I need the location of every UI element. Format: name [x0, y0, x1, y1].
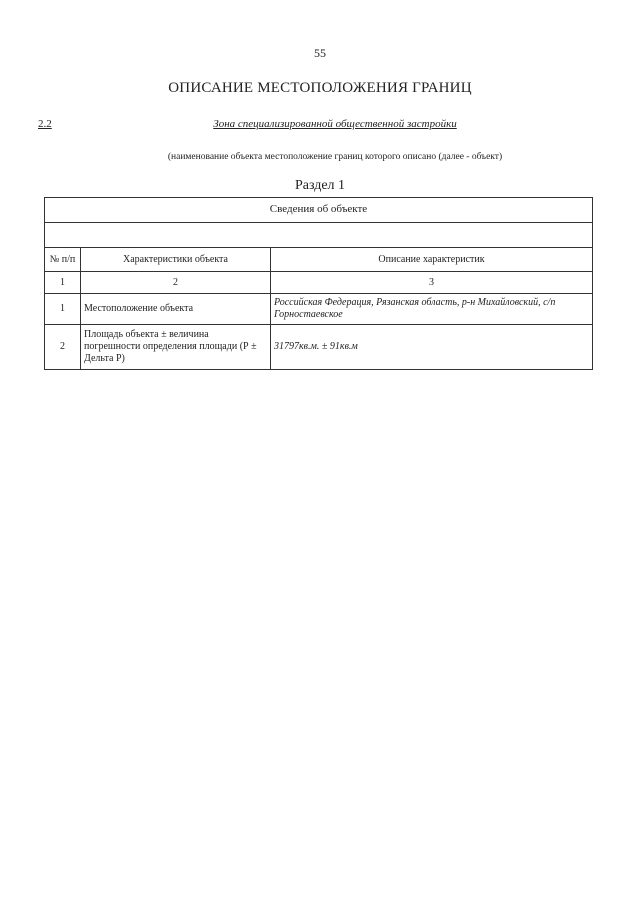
zone-caption: (наименование объекта местоположение границ которого описано (далее - объект) — [167, 152, 503, 162]
object-info-table — [44, 197, 593, 370]
column-number-2: 2 — [81, 272, 271, 294]
table-column-numbers — [45, 272, 593, 294]
section-title: Раздел 1 — [294, 178, 346, 193]
column-number-3: 3 — [271, 272, 593, 294]
row-num: 2 — [45, 325, 81, 370]
row-description: 31797кв.м. ± 91кв.м — [271, 325, 593, 370]
document-title: ОПИСАНИЕ МЕСТОПОЛОЖЕНИЯ ГРАНИЦ — [168, 80, 472, 96]
table-header-blank-cell — [45, 223, 593, 248]
page-number: 55 — [314, 46, 326, 60]
row-num: 1 — [45, 294, 81, 325]
column-header-num: № п/п — [45, 248, 81, 272]
row-characteristic: Площадь объекта ± величина погрешности определения площади (Р ± Дельта Р) — [81, 325, 271, 370]
table-header-main — [45, 198, 593, 223]
zone-name: Зона специализированной общественной застройки — [213, 118, 457, 130]
zone-number: 2.2 — [38, 118, 52, 130]
column-header-characteristic: Характеристики объекта — [81, 248, 271, 272]
column-header-description: Описание характеристик — [271, 248, 593, 272]
table-column-headers — [45, 248, 593, 272]
table-header-main-cell: Сведения об объекте — [45, 198, 593, 223]
row-description: Российская Федерация, Рязанская область, р-н Михайловский, с/п Горностаевское — [271, 294, 593, 325]
table-header-blank — [45, 223, 593, 248]
row-characteristic: Местоположение объекта — [81, 294, 271, 325]
table-row — [45, 294, 593, 325]
table-row — [45, 325, 593, 370]
column-number-1: 1 — [45, 272, 81, 294]
zone-row — [0, 118, 640, 134]
